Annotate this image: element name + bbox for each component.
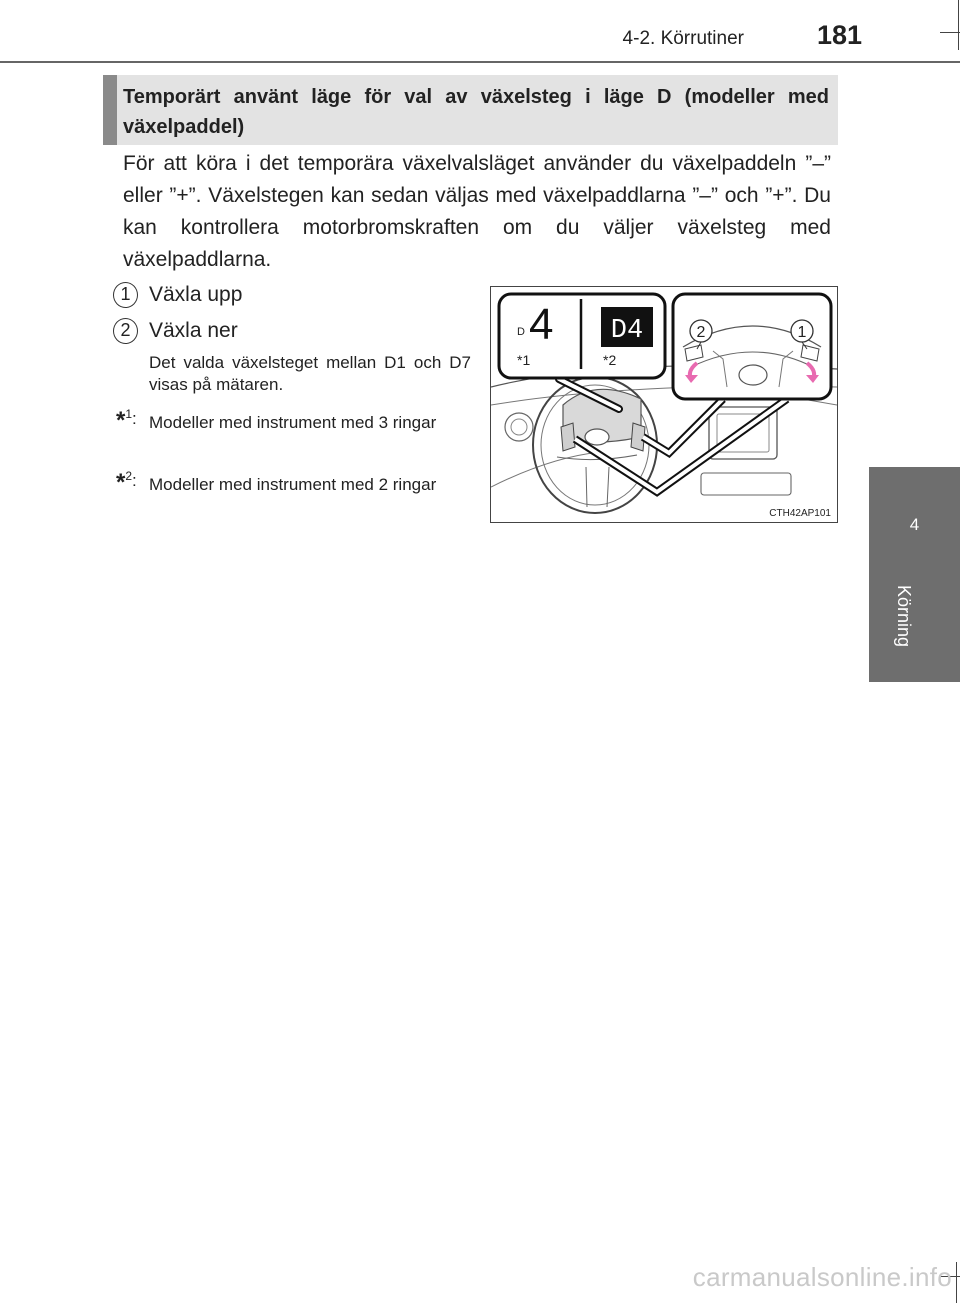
asterisk: *: [116, 469, 126, 496]
chapter-number: 4: [909, 515, 920, 534]
footnote-colon: :: [132, 409, 137, 428]
figure-callout-1: 1: [797, 324, 807, 341]
crop-mark: [956, 1262, 957, 1303]
footnote-text: Modeller med instrument med 2 ringar: [149, 475, 437, 494]
item-number-badge: 1: [113, 282, 138, 308]
display-gear-digit: 4: [529, 300, 554, 349]
item-label-shift-up: Växla upp: [149, 283, 243, 306]
page-number: 181: [816, 20, 862, 50]
crop-mark: [940, 32, 960, 33]
display-gear-letter: D: [517, 326, 525, 338]
footnote-marker: [116, 469, 137, 497]
header-rule: [0, 61, 960, 63]
section-title: 4-2. Körrutiner: [622, 28, 744, 49]
display-d4-text: D4: [610, 316, 644, 346]
footnote-colon: :: [132, 471, 137, 490]
item-number-badge: 2: [113, 318, 138, 344]
steering-paddle-illustration: [490, 286, 838, 523]
inset-marker-1: *1: [517, 352, 531, 368]
footnote-index: 2: [125, 469, 133, 483]
body-paragraph: För att köra i det temporära växelvalsläget använder du växelpaddeln ”–” eller ”+”. Växelstegen kan sedan väljas med växelpaddlarna ”–” och ”+”. Du kan kontrollera motorbromskraften om du väljer växelsteg med växelpaddlarna.: [123, 152, 831, 271]
chapter-label: Körning: [894, 585, 914, 648]
footnote-marker: [116, 407, 137, 435]
footnote-index: 1: [125, 407, 133, 421]
inset-marker-2: *2: [603, 352, 617, 368]
figure-code: CTH42AP101: [769, 508, 831, 519]
gear-display-note: Det valda växelsteget mellan D1 och D7 visas på mätaren.: [149, 353, 471, 394]
asterisk: *: [116, 407, 126, 434]
section-heading: Temporärt använt läge för val av växelsteg i läge D (modeller med växelpaddel): [123, 86, 829, 138]
illustration-svg: [491, 287, 837, 522]
figure-callout-2: 2: [696, 324, 706, 341]
item-label-shift-down: Växla ner: [149, 319, 238, 342]
watermark: carmanualsonline.info: [692, 1262, 952, 1292]
chapter-tab: [869, 467, 960, 682]
crop-mark: [958, 0, 959, 50]
footnote-text: Modeller med instrument med 3 ringar: [149, 413, 437, 432]
